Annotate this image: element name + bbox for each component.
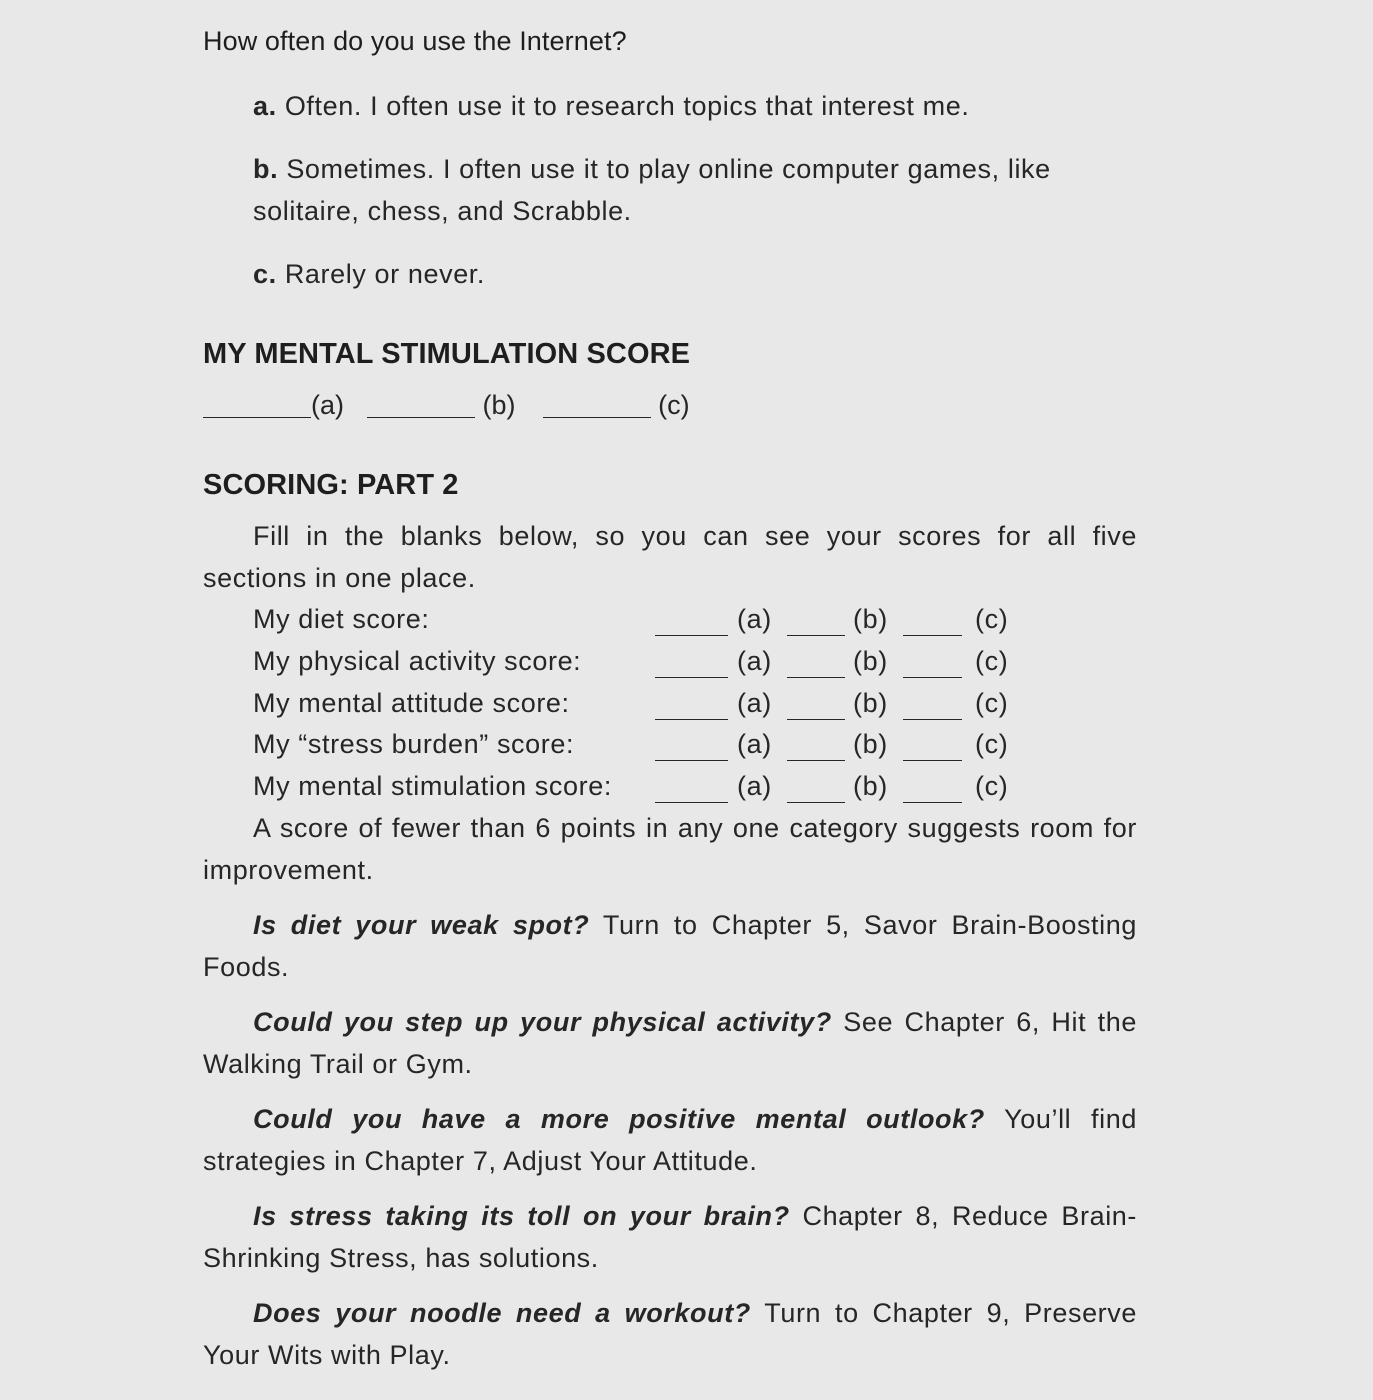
score-tag-c: (c) (975, 688, 1009, 718)
advice-physical (203, 1001, 1137, 1085)
scoring-heading: SCORING: PART 2 (203, 469, 459, 501)
score-blank-c[interactable] (903, 772, 962, 803)
option-c-letter: c. (253, 259, 277, 289)
option-b (253, 148, 1133, 232)
blank-a-label: (a) (311, 390, 344, 420)
option-a-letter: a. (253, 91, 277, 121)
score-tag-b: (b) (853, 688, 888, 718)
advice-lead: Is stress taking its toll on your brain? (253, 1201, 790, 1231)
advice-diet (203, 904, 1137, 988)
advice-lead: Does your noodle need a workout? (253, 1298, 751, 1328)
score-row-label: My physical activity score: (253, 646, 582, 676)
score-row-label: My “stress burden” score: (253, 729, 575, 759)
advice-text: See Chapter 6, Hit the Walking Trail or Gym. (203, 1007, 1137, 1079)
score-blank-c[interactable] (903, 689, 962, 720)
score-row-label: My diet score: (253, 604, 430, 634)
option-c (253, 253, 1133, 295)
blank-b-label: (b) (482, 390, 516, 420)
score-tag-c: (c) (975, 771, 1009, 801)
score-tag-a: (a) (737, 646, 772, 676)
score-tag-a: (a) (737, 729, 772, 759)
advice-text: Chapter 8, Reduce Brain-Shrinking Stress, has solutions. (203, 1201, 1138, 1273)
option-b-letter: b. (253, 154, 279, 184)
score-tag-a: (a) (737, 604, 772, 634)
score-blank-a[interactable] (655, 730, 728, 761)
option-b-text: Sometimes. I often use it to play online computer games, like solitaire, chess, and Scrabble. (253, 154, 1051, 226)
advice-lead: Is diet your weak spot? (253, 910, 590, 940)
score-tag-a: (a) (737, 771, 772, 801)
blank-c-label: (c) (658, 390, 690, 420)
score-blank-c[interactable] (903, 730, 962, 761)
mental-stimulation-heading: MY MENTAL STIMULATION SCORE (203, 338, 691, 370)
score-blank-b[interactable] (787, 730, 845, 761)
score-row-label: My mental stimulation score: (253, 771, 612, 801)
score-blank-a[interactable] (655, 605, 728, 636)
score-blank-a[interactable] (655, 647, 728, 678)
scoring-note-text: A score of fewer than 6 points in any one category suggests room for improvement. (203, 813, 1137, 885)
blank-b[interactable] (367, 387, 475, 418)
score-tag-b: (b) (853, 729, 888, 759)
advice-lead: Could you step up your physical activity? (253, 1007, 832, 1037)
advice-text: Turn to Chapter 5, Savor Brain-Boosting Foods. (203, 910, 1137, 982)
score-blank-b[interactable] (787, 772, 845, 803)
score-tag-c: (c) (975, 646, 1009, 676)
score-tag-c: (c) (975, 604, 1009, 634)
blank-a[interactable] (203, 387, 311, 418)
score-blank-a[interactable] (655, 772, 728, 803)
question-title: How often do you use the Internet? (203, 26, 627, 56)
advice-lead: Could you have a more positive mental outlook? (253, 1104, 985, 1134)
score-tag-b: (b) (853, 646, 888, 676)
scoring-intro-text: Fill in the blanks below, so you can see your scores for all five sections in one place. (203, 521, 1137, 593)
advice-text: You’ll find strategies in Chapter 7, Adjust Your Attitude. (203, 1104, 1137, 1176)
score-blank-b[interactable] (787, 647, 845, 678)
score-blank-a[interactable] (655, 689, 728, 720)
option-a (253, 85, 1133, 127)
advice-text: Turn to Chapter 9, Preserve Your Wits with Play. (203, 1298, 1137, 1370)
advice-attitude (203, 1098, 1137, 1182)
score-blank-b[interactable] (787, 689, 845, 720)
advice-noodle (203, 1292, 1137, 1376)
score-tag-a: (a) (737, 688, 772, 718)
score-blank-b[interactable] (787, 605, 845, 636)
scoring-note (203, 807, 1137, 891)
option-a-text: Often. I often use it to research topics that interest me. (284, 91, 970, 121)
score-tag-b: (b) (853, 771, 888, 801)
score-tag-b: (b) (853, 604, 888, 634)
mental-score-blanks (203, 384, 690, 426)
score-blank-c[interactable] (903, 605, 962, 636)
scoring-intro (203, 515, 1137, 599)
score-tag-c: (c) (975, 729, 1009, 759)
advice-stress (203, 1195, 1137, 1279)
option-c-text: Rarely or never. (284, 259, 486, 289)
score-blank-c[interactable] (903, 647, 962, 678)
score-row-label: My mental attitude score: (253, 688, 570, 718)
blank-c[interactable] (543, 387, 651, 418)
